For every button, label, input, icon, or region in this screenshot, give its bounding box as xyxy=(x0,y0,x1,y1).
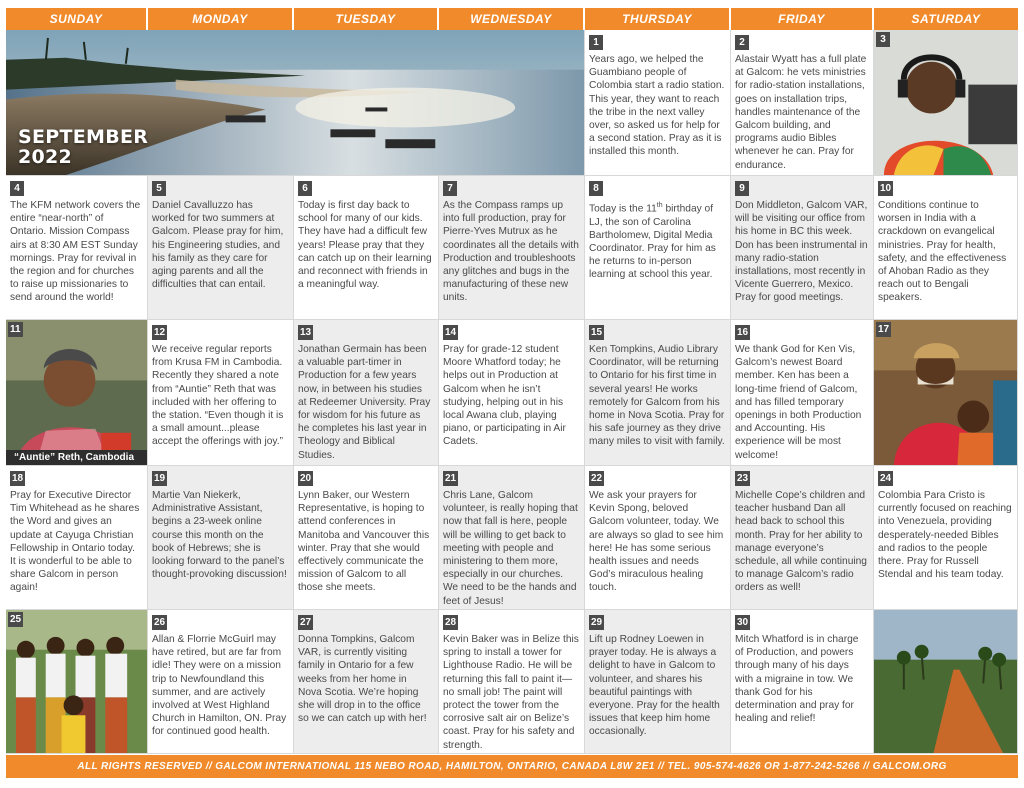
day-number: 29 xyxy=(591,617,603,628)
day-number: 30 xyxy=(737,617,749,628)
day-text xyxy=(589,199,725,282)
day-number: 11 xyxy=(10,324,21,335)
day-number: 3 xyxy=(876,32,890,47)
day-text: Pray for Executive Director Tim Whitehead as he shares the Word and gives an update at Cayuga Christian Fellowship in Ontario today. It is wonderful to be able to share Galcom in person again! xyxy=(10,490,140,594)
day-text: As the Compass ramps up into full production, pray for Pierre-Yves Mutrux as he coordinates all the details with Production and troubleshoots any glitches and bugs in the manufacturing of these new units. xyxy=(443,200,579,304)
hero-beach-photo xyxy=(6,30,585,176)
day-number: 2 xyxy=(735,35,749,50)
day-cell-18 xyxy=(6,466,148,610)
day-number: 1 xyxy=(589,35,603,50)
day-text: Don Middleton, Galcom VAR, will be visiting our office from his home in BC this week. Don has been instrumental in many radio-station installations, most recently in Vicente Guerrero, Mexico. Pray for good meetings. xyxy=(735,200,868,304)
ordinal-suffix: th xyxy=(656,202,663,209)
day-number: 12 xyxy=(154,327,166,338)
day-text: The KFM network covers the entire “near-north” of Ontario. Mission Compass airs at 8:30 AM EST Sunday mornings. Pray for revival in the region and for churches to raise up missionaries to send around the world! xyxy=(10,200,141,304)
day-text: Martie Van Niekerk, Administrative Assistant, begins a 23-week online course this month on the book of Hebrews; she is looking forward to the panel’s thought-provoking discussion! xyxy=(152,490,287,581)
day-cell-14 xyxy=(439,320,585,466)
auntie-reth-photo xyxy=(6,320,147,465)
day-text: Chris Lane, Galcom volunteer, is really hoping that now that fall is here, people will be willing to get back to meeting with people and ministering to them more, especially in our churches. We need to be the hands and feet of Jesus! xyxy=(443,490,578,607)
day-cell-2 xyxy=(731,30,874,176)
month-label: SEPTEMBER xyxy=(18,126,149,148)
day-cell-22 xyxy=(585,466,731,610)
day-cell-27 xyxy=(294,610,439,754)
day-number: 7 xyxy=(443,181,457,196)
day-text: We receive regular reports from Krusa FM in Cambodia. Recently they shared a note from “Auntie” Reth that was included with her offering to the station. “Even though it is a small amount...please accept the offerings with joy.” xyxy=(152,344,284,448)
month-title xyxy=(18,127,148,167)
day-text: Ken Tompkins, Audio Library Coordinator, will be returning to Ontario for his first time in several years! He works remotely for Galcom from his home in Nova Scotia. Pray for his safe journey as they drive many miles to visit with family. xyxy=(589,344,725,448)
day-number: 18 xyxy=(12,473,24,484)
day-cell-7 xyxy=(439,176,585,320)
day-number: 15 xyxy=(591,327,603,338)
day-text: Lift up Rodney Loewen in prayer today. He is always a delight to have in Galcom to volunteer, and shares his beautiful paintings with everyone. Pray for the health issues that keep him home occasionally. xyxy=(589,634,720,738)
day-text: Conditions continue to worsen in India with a crackdown on evangelical ministries. Pray for health, safety, and the effectiveness of Ahoban Radio as they reach out to Bengali speakers. xyxy=(878,200,1007,304)
day-text: Colombia Para Cristo is currently focused on reaching into Venezuela, providing desperately-needed Bibles and radios to the people there. Pray for Russell Stendal and his team today. xyxy=(878,490,1012,581)
day-number: 13 xyxy=(300,327,312,338)
mother-and-child-photo xyxy=(874,320,1017,465)
day-number: 19 xyxy=(154,473,166,484)
day-header-tuesday: TUESDAY xyxy=(294,8,439,30)
day-text: Mitch Whatford is in charge of Production, and powers through many of his days with a migraine in tow. We thank God for his determination and pray for healing and relief! xyxy=(735,634,859,725)
day-cell-16 xyxy=(731,320,874,466)
day-cell-1 xyxy=(585,30,731,176)
day-cell-12 xyxy=(148,320,294,466)
photo-caption: “Auntie” Reth, Cambodia xyxy=(6,450,147,465)
day-cell-29 xyxy=(585,610,731,754)
day-text: We thank God for Ken Vis, Galcom’s newest Board member. Ken has been a long-time friend of Galcom, and has filled temporary openings in both Production and Accounting. His experience will be most welcome! xyxy=(735,344,862,461)
day-cell-20 xyxy=(294,466,439,610)
day-text-part: birthday of LJ, the son of Carolina Bartholomew, Digital Media Coordinator. Pray for him as he returns to in-person learning at school this year. xyxy=(589,203,716,281)
day-text: Daniel Cavalluzzo has worked for two summers at Galcom. Please pray for him, his Engineering studies, and his family as they care for aging parents and all the difficulties that can entail. xyxy=(152,200,284,291)
day-text: Jonathan Germain has been a valuable part-timer in Production for a few years now, in between his studies at Redeemer University. Pray for wisdom for his future as he completes his last year in Theology and Biblical Studies. xyxy=(298,344,431,461)
day-number: 28 xyxy=(445,617,457,628)
day-cell-13 xyxy=(294,320,439,466)
day-text: Lynn Baker, our Western Representative, is hoping to attend conferences in Manitoba and Vancouver this winter. Pray that she would effectively communicate the mission of Galcom to all those she meets. xyxy=(298,490,430,594)
day-header-monday: MONDAY xyxy=(148,8,294,30)
day-number: 6 xyxy=(298,181,312,196)
day-cell-28 xyxy=(439,610,585,754)
day-number: 5 xyxy=(152,181,166,196)
day-header-thursday: THURSDAY xyxy=(585,8,731,30)
day-cell-3-photo xyxy=(874,30,1018,176)
day-cell-5 xyxy=(148,176,294,320)
day-number: 22 xyxy=(591,473,603,484)
day-number: 8 xyxy=(589,181,603,196)
day-cell-8 xyxy=(585,176,731,320)
day-number: 10 xyxy=(880,183,892,194)
day-cell-25-photo xyxy=(6,610,148,754)
day-text: Alastair Wyatt has a full plate at Galcom: he vets ministries for radio-station installations, goes on installation trips, handles maintenance of the Galcom building, and programs audio Bibles whenever he can. Pray for endurance. xyxy=(735,54,867,171)
day-text: Michelle Cope’s children and teacher husband Dan all head back to school this month. Pray for her ability to manage everyone’s schedule, all while continuing to manage Galcom’s radio orders as well! xyxy=(735,490,867,594)
day-cell-6 xyxy=(294,176,439,320)
day-header-saturday: SATURDAY xyxy=(874,8,1018,30)
day-number: 14 xyxy=(445,327,457,338)
day-text: We ask your prayers for Kevin Spong, beloved Galcom volunteer, today. We are always so glad to see him here! He has some serious health issues and needs God’s miraculous healing touch. xyxy=(589,490,724,594)
day-number: 24 xyxy=(880,473,892,484)
day-cell-21 xyxy=(439,466,585,610)
day-cell-9 xyxy=(731,176,874,320)
day-number: 21 xyxy=(445,473,457,484)
radio-host-photo xyxy=(874,30,1017,175)
day-number: 20 xyxy=(300,473,312,484)
day-number: 16 xyxy=(737,327,749,338)
day-cell-23 xyxy=(731,466,874,610)
day-cell-26 xyxy=(148,610,294,754)
day-number: 9 xyxy=(735,181,749,196)
calendar-grid xyxy=(6,8,1018,754)
dirt-road-image xyxy=(874,610,1017,753)
day-number: 4 xyxy=(10,181,24,196)
day-cell-19 xyxy=(148,466,294,610)
day-text-part: Today is the 11 xyxy=(589,203,657,215)
day-cell-17-photo xyxy=(874,320,1018,466)
day-text: Kevin Baker was in Belize this spring to install a tower for Lighthouse Radio. He will be returning this fall to paint it—no small job! The paint will protect the tower from the corrosive salt air on Belize’s coast. Pray for his safety and strength. xyxy=(443,634,579,751)
day-cell-30 xyxy=(731,610,874,754)
day-cell-24 xyxy=(874,466,1018,610)
road-landscape-photo xyxy=(874,610,1018,754)
day-header-friday: FRIDAY xyxy=(731,8,874,30)
footer-bar: ALL RIGHTS RESERVED // GALCOM INTERNATIONAL 115 NEBO ROAD, HAMILTON, ONTARIO, CANADA L8W 2E1 // TEL. 905-574-4626 OR 1-877-242-5266 // GALCOM.ORG xyxy=(6,755,1018,778)
day-number: 25 xyxy=(10,614,22,625)
day-header-sunday: SUNDAY xyxy=(6,8,148,30)
day-header-wednesday: WEDNESDAY xyxy=(439,8,585,30)
day-cell-15 xyxy=(585,320,731,466)
day-cell-11-photo xyxy=(6,320,148,466)
day-text: Today is first day back to school for many of our kids. They have had a difficult few years! Please pray that they can catch up on their learning and reconnect with friends in a meaningful way. xyxy=(298,200,432,291)
day-text: Years ago, we helped the Guambiano people of Colombia start a radio station. This year, they want to reach the tribe in the next valley over, so asked us for help for a second station. Pray as it is installed this month. xyxy=(589,54,725,158)
day-number: 27 xyxy=(300,617,312,628)
day-text: Allan & Florrie McGuirl may have retired, but are far from idle! They were on a mission trip to Newfoundland this summer, and are actively involved at West Highland Church in Hamilton, ON. Pray for continued good health. xyxy=(152,634,287,738)
day-text: Pray for grade-12 student Moore Whatford today; he helps out in Production at Galcom when he isn’t studying, helping out in his local Awana club, playing piano, or participating in Air Cadets. xyxy=(443,344,566,448)
women-group-photo xyxy=(6,610,147,753)
day-text: Donna Tompkins, Galcom VAR, is currently visiting family in Ontario for a few weeks from her home in Nova Scotia. We’re hoping she will drop in to the office so we can catch up with her! xyxy=(298,634,427,725)
day-cell-4 xyxy=(6,176,148,320)
day-number: 26 xyxy=(154,617,166,628)
day-number: 17 xyxy=(878,324,890,335)
day-cell-10 xyxy=(874,176,1018,320)
day-number: 23 xyxy=(737,473,749,484)
year-label: 2022 xyxy=(18,146,73,168)
